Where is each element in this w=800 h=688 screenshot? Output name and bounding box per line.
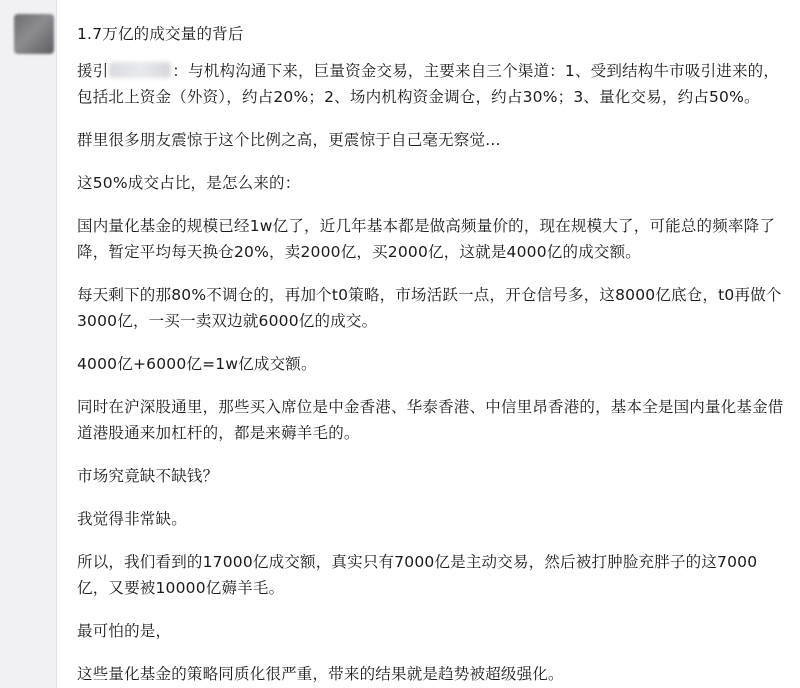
message-title: 1.7万亿的成交量的背后 xyxy=(77,25,244,43)
paragraph-4: 国内量化基金的规模已经1w亿了，近几年基本都是做高频量价的，现在规模大了，可能总的频率降了降，暂定平均每天换仓20%，卖2000亿，买2000亿，这就是4000亿的成交额。 xyxy=(77,217,776,261)
paragraph-8: 市场究竟缺不缺钱？ xyxy=(77,467,219,485)
avatar[interactable] xyxy=(14,14,54,54)
paragraph-9: 我觉得非常缺。 xyxy=(77,510,187,528)
redacted-name-blur xyxy=(109,62,171,78)
paragraph-1-prefix: 援引 xyxy=(77,62,109,80)
paragraph-1-text: ：与机构沟通下来，巨量资金交易，主要来自三个渠道：1、受到结构牛市吸引进来的，包括北上资金（外资），约占20%；2、场内机构资金调仓，约占30%；3、量化交易，约占50%。 xyxy=(77,62,780,106)
paragraph-6: 4000亿+6000亿=1w亿成交额。 xyxy=(77,355,317,373)
paragraph-3: 这50%成交占比，是怎么来的： xyxy=(77,174,301,192)
paragraph-10: 所以，我们看到的17000亿成交额，真实只有7000亿是主动交易，然后被打肿脸充胖子的这7000亿，又要被10000亿薅羊毛。 xyxy=(77,553,758,597)
message-bubble xyxy=(56,0,800,688)
paragraph-2: 群里很多朋友震惊于这个比例之高，更震惊于自己毫无察觉... xyxy=(77,131,501,149)
paragraph-11: 最可怕的是， xyxy=(77,622,172,640)
paragraph-7: 同时在沪深股通里，那些买入席位是中金香港、华泰香港、中信里昂香港的，基本全是国内量化基金借道港股通来加杠杆的，都是来薅羊毛的。 xyxy=(77,398,784,442)
paragraph-1 xyxy=(77,58,784,110)
paragraph-12: 这些量化基金的策略同质化很严重，带来的结果就是趋势被超级强化。 xyxy=(77,665,564,683)
paragraph-5: 每天剩下的那80%不调仓的，再加个t0策略，市场活跃一点，开仓信号多，这8000亿底仓，t0再做个3000亿，一买一卖双边就6000亿的成交。 xyxy=(77,286,782,330)
